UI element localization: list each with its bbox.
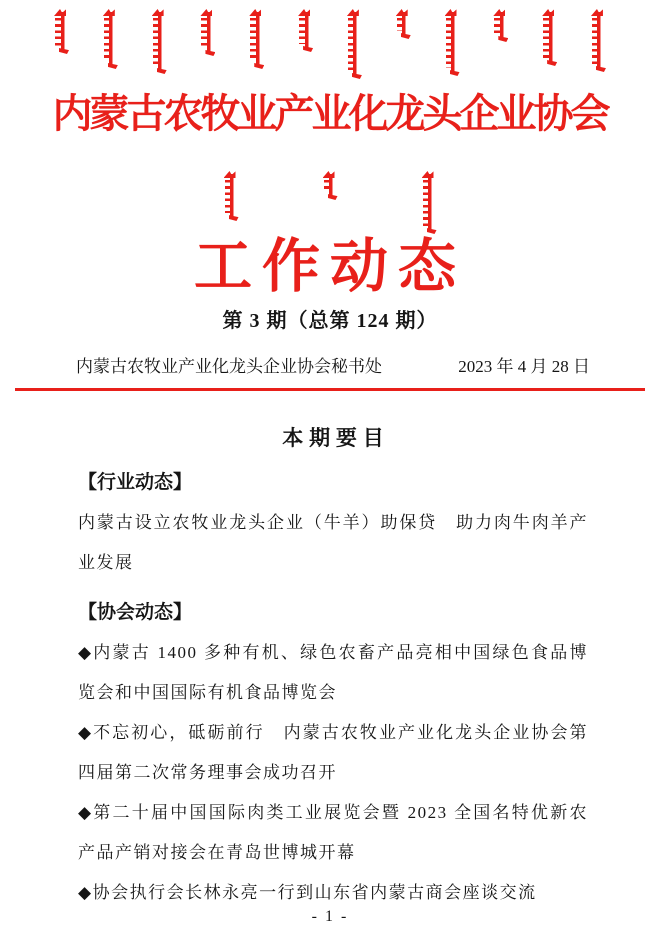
table-of-contents	[0, 391, 660, 913]
mongolian-script-word	[249, 12, 264, 67]
toc-item-association-2: ◆不忘初心，砥砺前行 内蒙古农牧业产业化龙头企业协会第四届第二次常务理事会成功召开	[78, 723, 588, 782]
toc-item-association-3: ◆第二十届中国国际肉类工业展览会暨 2023 全国名特优新农产品产销对接会在青岛世博城开幕	[78, 803, 588, 862]
mongolian-script-word	[103, 12, 118, 67]
association-title: 内蒙古农牧业产业化龙头企业协会	[52, 91, 608, 136]
publisher-name: 内蒙古农牧业产业化龙头企业协会秘书处	[76, 357, 382, 376]
mongolian-script-word	[396, 12, 411, 37]
mongolian-script-row-top	[54, 12, 606, 80]
section-label-industry-news: 【行业动态】	[78, 472, 193, 493]
mongolian-script-row-mid	[0, 174, 660, 234]
toc-heading: 本 期 要 目	[282, 427, 384, 450]
toc-item-industry-1: 内蒙古设立农牧业龙头企业（牛羊）助保贷 助力肉牛肉羊产业发展	[78, 513, 588, 572]
mongolian-script-word	[152, 12, 167, 72]
toc-item-association-1: ◆内蒙古 1400 多种有机、绿色农畜产品亮相中国绿色食品博览会和中国国际有机食品博览会	[78, 643, 588, 702]
publisher-row	[76, 356, 590, 378]
mongolian-script-word	[591, 12, 606, 70]
mongolian-script-word	[298, 12, 313, 50]
toc-item-association-4: ◆协会执行会长林永亮一行到山东省内蒙古商会座谈交流	[78, 883, 537, 902]
mongolian-script-word	[54, 12, 69, 52]
mongolian-script-word	[422, 174, 437, 232]
issue-number: 第 3 期（总第 124 期）	[222, 310, 438, 332]
publish-date: 2023 年 4 月 28 日	[458, 357, 590, 376]
mongolian-script-word	[445, 12, 460, 74]
mongolian-script-word	[347, 12, 362, 77]
mongolian-script-word	[224, 174, 239, 219]
section-label-association-news: 【协会动态】	[78, 602, 193, 623]
mongolian-script-word	[542, 12, 557, 64]
mongolian-script-word	[493, 12, 508, 40]
bulletin-title: 工作动态	[193, 234, 466, 299]
mongolian-script-word	[323, 174, 338, 198]
page-number: - 1 -	[311, 908, 349, 925]
mongolian-script-word	[200, 12, 215, 54]
